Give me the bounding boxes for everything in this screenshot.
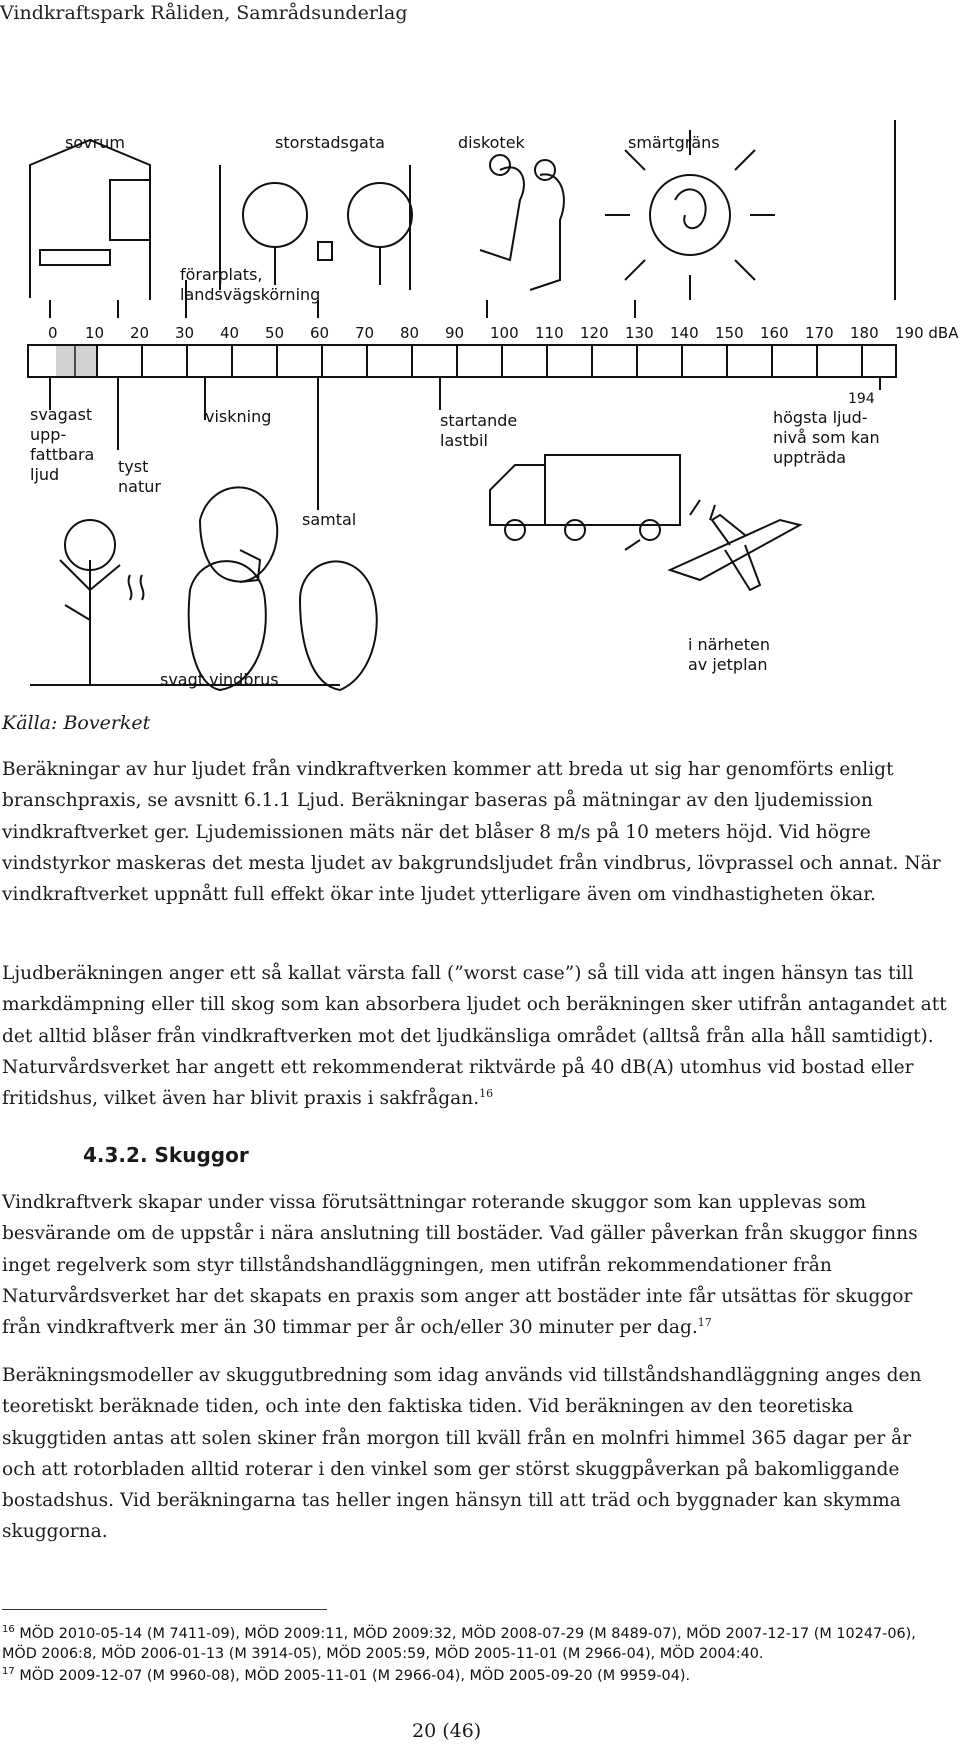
footnote-divider bbox=[2, 1609, 327, 1610]
label-max-2: nivå som kan bbox=[773, 428, 880, 447]
scale-tick-label: 60 bbox=[310, 324, 330, 342]
label-weakest-3: fattbara bbox=[30, 445, 95, 464]
label-weakest-1: svagast bbox=[30, 405, 93, 424]
section-heading-shadows: 4.3.2. Skuggor bbox=[83, 1143, 249, 1167]
ear-drawing bbox=[675, 189, 706, 228]
scale-tick-label: 140 bbox=[670, 324, 699, 342]
scale-tick-label: 120 bbox=[580, 324, 609, 342]
scale-tick-label: 10 bbox=[85, 324, 105, 342]
label-truck-1: startande bbox=[440, 411, 518, 430]
page-number: 20 (46) bbox=[412, 1720, 482, 1742]
bedroom-drawing bbox=[30, 140, 150, 300]
label-max-3: uppträda bbox=[773, 448, 847, 467]
label-truck-2: lastbil bbox=[440, 431, 488, 450]
footnote-17 bbox=[2, 1662, 952, 1686]
label-weakest-4: ljud bbox=[30, 465, 60, 484]
label-weakest-2: upp- bbox=[30, 425, 67, 444]
label-disco: diskotek bbox=[458, 133, 525, 152]
label-conversation: samtal bbox=[302, 510, 357, 529]
footnote-17-text: MÖD 2009-12-07 (M 9960-08), MÖD 2005-11-01 (M 2966-04), MÖD 2005-09-20 (M 9959-04). bbox=[19, 1667, 691, 1684]
scale-tick-label: 40 bbox=[220, 324, 240, 342]
scale-tick-label: 170 bbox=[805, 324, 834, 342]
scale-tick-label: 30 bbox=[175, 324, 195, 342]
wind-lines-drawing bbox=[129, 575, 144, 600]
label-pain-threshold: smärtgräns bbox=[628, 133, 720, 152]
footnote-ref-16[interactable]: 16 bbox=[479, 1087, 494, 1100]
scale-tick-labels bbox=[48, 324, 959, 342]
label-max-1: högsta ljud- bbox=[773, 408, 868, 427]
label-quiet-1: tyst bbox=[118, 457, 149, 476]
bed-drawing bbox=[40, 250, 110, 265]
paragraph-noise-calculation: Beräkningar av hur ljudet från vindkraftverken kommer att breda ut sig har genomförts enligt branschpraxis, se avsnitt 6.1.1 Ljud. Beräkningar baseras på mätningar av den ljudemission vindkraftverket ger. Ljudemissionen mäts när det blåser 8 m/s på 10 meters höjd. Vid högre vindstyrkor maskeras det mesta ljudet av bakgrundsljudet från vindbrus, lövprassel och annat. När vindkraftverket uppnått full effekt ökar inte ljudet ytterligare även om vindhastigheten ökar. bbox=[2, 759, 941, 906]
label-driver-line1: förarplats, bbox=[180, 265, 263, 284]
paragraph-worst-case-text: Ljudberäkningen anger ett så kallat värsta fall (”worst case”) så till vida att ingen hänsyn tas till markdämpning eller till skog som kan absorbera ljudet och beräkningen sker utifrån antagandet att det alltid blåser från vindkraftverken mot det ljudkänsliga området (alltså från alla håll samtidigt). Naturvårdsverket har angett ett rekommenderat riktvärde på 40 dB(A) utomhus vid bostad eller fritidshus, vilket även har blivit praxis i sakfrågan. bbox=[2, 963, 947, 1110]
tree-left-drawing bbox=[243, 183, 307, 247]
label-weak-wind: svagt vindbrus bbox=[160, 670, 279, 689]
jet-drawing bbox=[670, 515, 800, 590]
scale-tick-label: 190 dBA bbox=[895, 324, 959, 342]
truck-drawing bbox=[545, 455, 680, 525]
label-driver-line2: landsvägskörning bbox=[180, 285, 321, 304]
label-max-value: 194 bbox=[848, 391, 875, 407]
footnote-16-text: MÖD 2010-05-14 (M 7411-09), MÖD 2009:11, MÖD 2009:32, MÖD 2008-07-29 (M 8489-07), MÖD 2007-12-17 (M 10247-06), MÖD 2006:8, MÖD 2006-01-13 (M 3914-05), MÖD 2005:59, MÖD 2005-11-01 (M 2966-04), MÖD 2004:40. bbox=[2, 1625, 916, 1663]
paragraph-shadow-models: Beräkningsmodeller av skuggutbredning som idag används vid tillståndshandläggning anges den teoretiskt beräknade tiden, och inte den faktiska tiden. Vid beräkningen av den teoretiska skuggtiden antas att solen skiner från morgon till kväll från en molnfri himmel 365 dagar per år och att rotorbladen alltid roterar i den vinkel som ger störst skuggpåverkan på bakomliggande bostadshus. Vid beräkningarna tas heller ingen hänsyn till att träd och byggnader kan skymma skuggorna. bbox=[2, 1365, 922, 1543]
scale-tick-label: 100 bbox=[490, 324, 519, 342]
window-drawing bbox=[110, 180, 150, 240]
scale-tick-label: 80 bbox=[400, 324, 420, 342]
face-right-drawing bbox=[300, 561, 377, 690]
label-whisper: viskning bbox=[205, 407, 272, 426]
footnote-17-mark: 17 bbox=[2, 1666, 15, 1677]
hatched-audibility-zone bbox=[56, 346, 96, 376]
scale-tick-label: 20 bbox=[130, 324, 150, 342]
label-jet-2: av jetplan bbox=[688, 655, 768, 674]
sun-drawing bbox=[650, 175, 730, 255]
scale-tick-label: 0 bbox=[48, 324, 58, 342]
footnote-16 bbox=[2, 1620, 952, 1665]
sound-level-svg bbox=[0, 120, 959, 695]
scale-tick-label: 180 bbox=[850, 324, 879, 342]
scale-tick-label: 90 bbox=[445, 324, 465, 342]
dancers-drawing bbox=[480, 167, 564, 290]
tree-right-drawing bbox=[348, 183, 412, 247]
label-jet-1: i närheten bbox=[688, 635, 771, 654]
tree-drawing bbox=[60, 560, 120, 685]
footnote-ref-17[interactable]: 17 bbox=[697, 1316, 712, 1329]
scale-tick-label: 110 bbox=[535, 324, 564, 342]
label-bedroom: sovrum bbox=[65, 133, 125, 152]
scale-tick-label: 130 bbox=[625, 324, 654, 342]
label-quiet-2: natur bbox=[118, 477, 161, 496]
whisper-face-drawing bbox=[200, 487, 277, 581]
car-drawing bbox=[318, 242, 332, 260]
scale-tick-label: 150 bbox=[715, 324, 744, 342]
dba-scale-bar bbox=[28, 345, 896, 377]
label-city-street: storstadsgata bbox=[275, 133, 385, 152]
footnote-16-mark: 16 bbox=[2, 1624, 15, 1635]
sound-level-illustration bbox=[0, 120, 959, 695]
figure-caption: Källa: Boverket bbox=[2, 712, 151, 734]
paragraph-worst-case bbox=[2, 958, 950, 1114]
scale-tick-label: 50 bbox=[265, 324, 285, 342]
running-header: Vindkraftspark Råliden, Samrådsunderlag bbox=[0, 2, 408, 24]
scale-tick-label: 70 bbox=[355, 324, 375, 342]
paragraph-shadows-text: Vindkraftverk skapar under vissa förutsättningar roterande skuggor som kan upplevas som besvärande om de uppstår i nära anslutning till bostäder. Vad gäller påverkan från skuggor finns inget regelverk som styr tillståndshandläggningen, men utifrån rekommendationer från Naturvårdsverket har det skapats en praxis som anger att bostäder inte får utsättas för skuggor från vindkraftverk mer än 30 timmar per år och/eller 30 minuter per dag. bbox=[2, 1192, 918, 1339]
paragraph-shadows bbox=[2, 1187, 950, 1343]
scale-tick-label: 160 bbox=[760, 324, 789, 342]
